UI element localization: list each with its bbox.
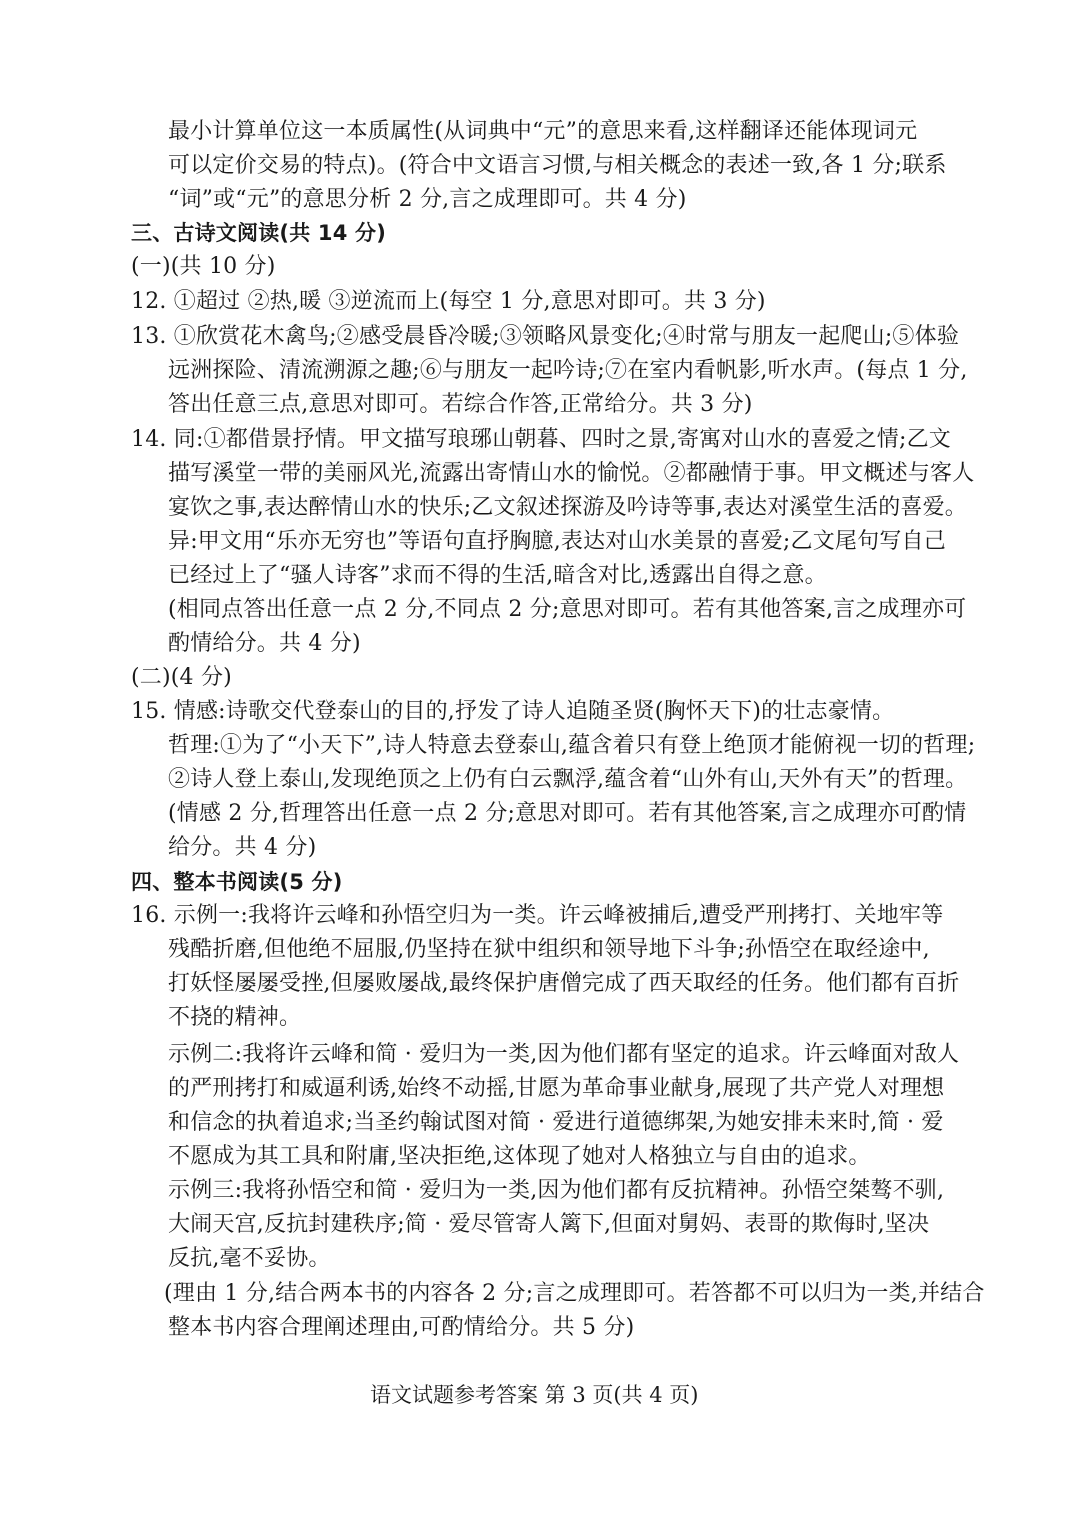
q16-line-3: 打妖怪屡屡受挫,但屡败屡战,最终保护唐僧完成了西天取经的任务。他们都有百折 — [168, 971, 960, 996]
q13-line-2: 远洲探险、清流溯源之趣;⑥与朋友一起吟诗;⑦在室内看帆影,听水声。(每点 1 分, — [168, 358, 968, 383]
q14-line-5: 已经过上了“骚人诗客”求而不得的生活,暗含对比,透露出自得之意。 — [168, 563, 827, 588]
q14-line-3: 宴饮之事,表达醉情山水的快乐;乙文叙述探游及吟诗等事,表达对溪堂生活的喜爱。 — [168, 495, 968, 520]
page-footer: 语文试题参考答案 第 3 页(共 4 页) — [370, 1383, 699, 1407]
section-3-part-2-heading: (二)(4 分) — [131, 665, 232, 690]
q16-line-7: 和信念的执着追求;当圣约翰试图对简 · 爱进行道德绑架,为她安排未来时,简 · 爱 — [168, 1110, 944, 1135]
q16-line-10: 大闹天宫,反抗封建秩序;简 · 爱尽管寄人篱下,但面对舅妈、表哥的欺侮时,坚决 — [168, 1212, 930, 1237]
q16-line-5: 示例二:我将许云峰和简 · 爱归为一类,因为他们都有坚定的追求。许云峰面对敌人 — [168, 1042, 960, 1067]
q16-line-12: (理由 1 分,结合两本书的内容各 2 分;言之成理即可。若答都不可以归为一类,并结合 — [164, 1281, 985, 1306]
section-4-heading: 四、整本书阅读(5 分) — [131, 870, 343, 894]
q16-line-13: 整本书内容合理阐述理由,可酌情给分。共 5 分) — [168, 1315, 635, 1340]
q14-line-4: 异:甲文用“乐亦无穷也”等语句直抒胸臆,表达对山水美景的喜爱;乙文尾句写自己 — [168, 529, 946, 554]
q15-line-4: (情感 2 分,哲理答出任意一点 2 分;意思对即可。若有其他答案,言之成理亦可酌情 — [168, 801, 967, 826]
carryover-line-1: 最小计算单位这一本质属性(从词典中“元”的意思来看,这样翻译还能体现词元 — [168, 119, 918, 144]
carryover-line-2: 可以定价交易的特点)。(符合中文语言习惯,与相关概念的表述一致,各 1 分;联系 — [168, 153, 947, 178]
q15-line-1: 15. 情感:诗歌交代登泰山的目的,抒发了诗人追随圣贤(胸怀天下)的壮志豪情。 — [131, 699, 895, 724]
carryover-line-3: “词”或“元”的意思分析 2 分,言之成理即可。共 4 分) — [168, 187, 687, 212]
q16-line-8: 不愿成为其工具和附庸,坚决拒绝,这体现了她对人格独立与自由的追求。 — [168, 1144, 871, 1169]
q15-line-5: 给分。共 4 分) — [168, 835, 317, 860]
q16-line-6: 的严刑拷打和威逼利诱,始终不动摇,甘愿为革命事业献身,展现了共产党人对理想 — [168, 1076, 945, 1101]
q16-line-2: 残酷折磨,但他绝不屈服,仍坚持在狱中组织和领导地下斗争;孙悟空在取经途中, — [168, 937, 930, 962]
q13-line-1: 13. ①欣赏花木禽鸟;②感受晨昏冷暖;③领略风景变化;④时常与朋友一起爬山;⑤体验 — [131, 324, 960, 349]
q16-line-1: 16. 示例一:我将许云峰和孙悟空归为一类。许云峰被捕后,遭受严刑拷打、关地牢等 — [131, 903, 944, 928]
q16-line-11: 反抗,毫不妥协。 — [168, 1246, 331, 1271]
q15-line-2: 哲理:①为了“小天下”,诗人特意去登泰山,蕴含着只有登上绝顶才能俯视一切的哲理; — [168, 733, 976, 758]
q16-line-9: 示例三:我将孙悟空和简 · 爱归为一类,因为他们都有反抗精神。孙悟空桀骜不驯, — [168, 1178, 945, 1203]
q15-line-3: ②诗人登上泰山,发现绝顶之上仍有白云飘浮,蕴含着“山外有山,天外有天”的哲理。 — [168, 767, 968, 792]
q14-line-1: 14. 同:①都借景抒情。甲文描写琅琊山朝暮、四时之景,寄寓对山水的喜爱之情;乙文 — [131, 427, 952, 452]
section-3-heading: 三、古诗文阅读(共 14 分) — [131, 221, 387, 245]
q14-line-7: 酌情给分。共 4 分) — [168, 631, 361, 656]
q14-line-6: (相同点答出任意一点 2 分,不同点 2 分;意思对即可。若有其他答案,言之成理亦可 — [168, 597, 967, 622]
q14-line-2: 描写溪堂一带的美丽风光,流露出寄情山水的愉悦。②都融情于事。甲文概述与客人 — [168, 461, 975, 486]
q13-line-3: 答出任意三点,意思对即可。若综合作答,正常给分。共 3 分) — [168, 392, 753, 417]
q16-line-4: 不挠的精神。 — [168, 1005, 302, 1030]
section-3-part-1-heading: (一)(共 10 分) — [131, 254, 276, 279]
q12-line-1: 12. ①超过 ②热,暖 ③逆流而上(每空 1 分,意思对即可。共 3 分) — [131, 289, 766, 314]
